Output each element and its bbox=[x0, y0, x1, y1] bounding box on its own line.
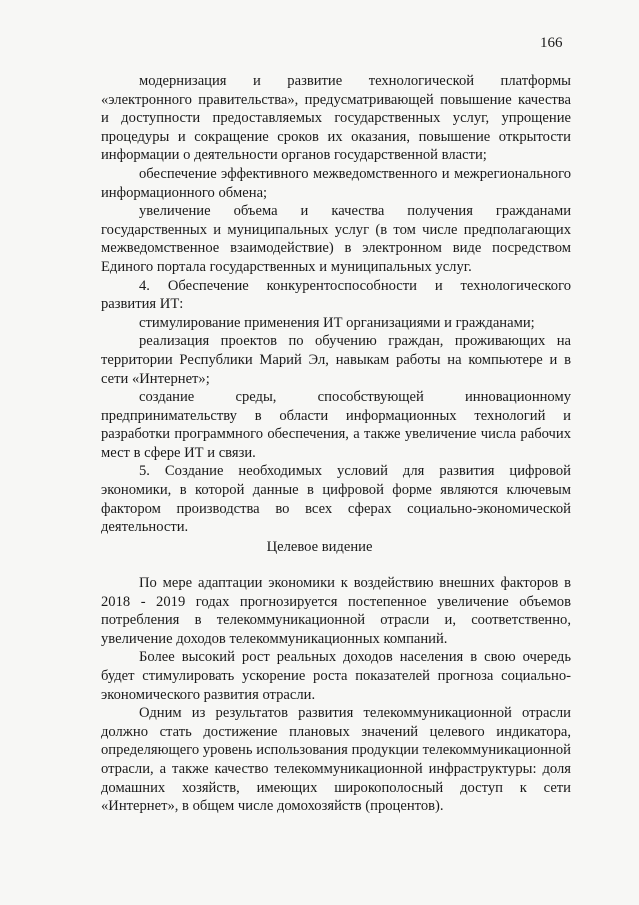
list-paragraph: стимулирование применения ИТ организациями и гражданами; bbox=[139, 314, 535, 331]
section-paragraph: По мере адаптации экономики к воздействию внешних факторов в 2018 - 2019 годах прогнозируется постепенное увеличение объемов потребления в телекоммуникационной отрасли и, соответственно, увеличение доходов телекоммуникационных компаний. bbox=[101, 575, 571, 647]
list-paragraph: создание среды, способствующей инновационному предпринимательству в области информационных технологий и разработки программного обеспечения, а также увеличение числа рабочих мест в сфере ИТ и связи. bbox=[101, 389, 571, 461]
target-vision-section bbox=[101, 574, 571, 816]
list-paragraph: 4. Обеспечение конкурентоспособности и технологического развития ИТ: bbox=[101, 277, 571, 313]
goals-list bbox=[101, 72, 571, 537]
list-paragraph: 5. Создание необходимых условий для развития цифровой экономики, в которой данные в цифровой форме являются ключевым фактором производства во всех сферах социально-экономической деятельности. bbox=[101, 463, 571, 536]
list-paragraph: модернизация и развитие технологической платформы «электронного правительства», предусматривающей повышение качества и доступности предоставляемых государственных услуг, упрощение процедуры и сокращение сроков их оказания, повышение открытости информации о деятельности органов государственной власти; bbox=[101, 73, 571, 164]
section-paragraph: Одним из результатов развития телекоммуникационной отрасли должно стать достижение плановых значений целевого индикатора, определяющего уровень использования продукции телекоммуникационной отрасли, а также качество телекоммуникационной инфраструктуры: доля домашних хозяйств, имеющих широкополосный доступ к сети «Интернет», в общем числе домохозяйств (процентов). bbox=[101, 705, 571, 815]
page-number: 166 bbox=[540, 35, 563, 51]
section-heading: Целевое видение bbox=[266, 539, 373, 555]
section-paragraph: Более высокий рост реальных доходов населения в свою очередь будет стимулировать ускорение роста показателей прогноза социально-экономического развития отрасли. bbox=[101, 649, 571, 703]
list-paragraph: увеличение объема и качества получения гражданами государственных и муниципальных услуг (в том числе предполагающих межведомственное взаимодействие) в электронном виде посредством Единого портала государственных и муниципальных услуг. bbox=[101, 203, 571, 275]
list-paragraph: обеспечение эффективного межведомственного и межрегионального информационного обмена; bbox=[101, 165, 571, 201]
list-paragraph: реализация проектов по обучению граждан, проживающих на территории Республики Марий Эл, навыкам работы на компьютере и в сети «Интернет»; bbox=[101, 333, 571, 387]
